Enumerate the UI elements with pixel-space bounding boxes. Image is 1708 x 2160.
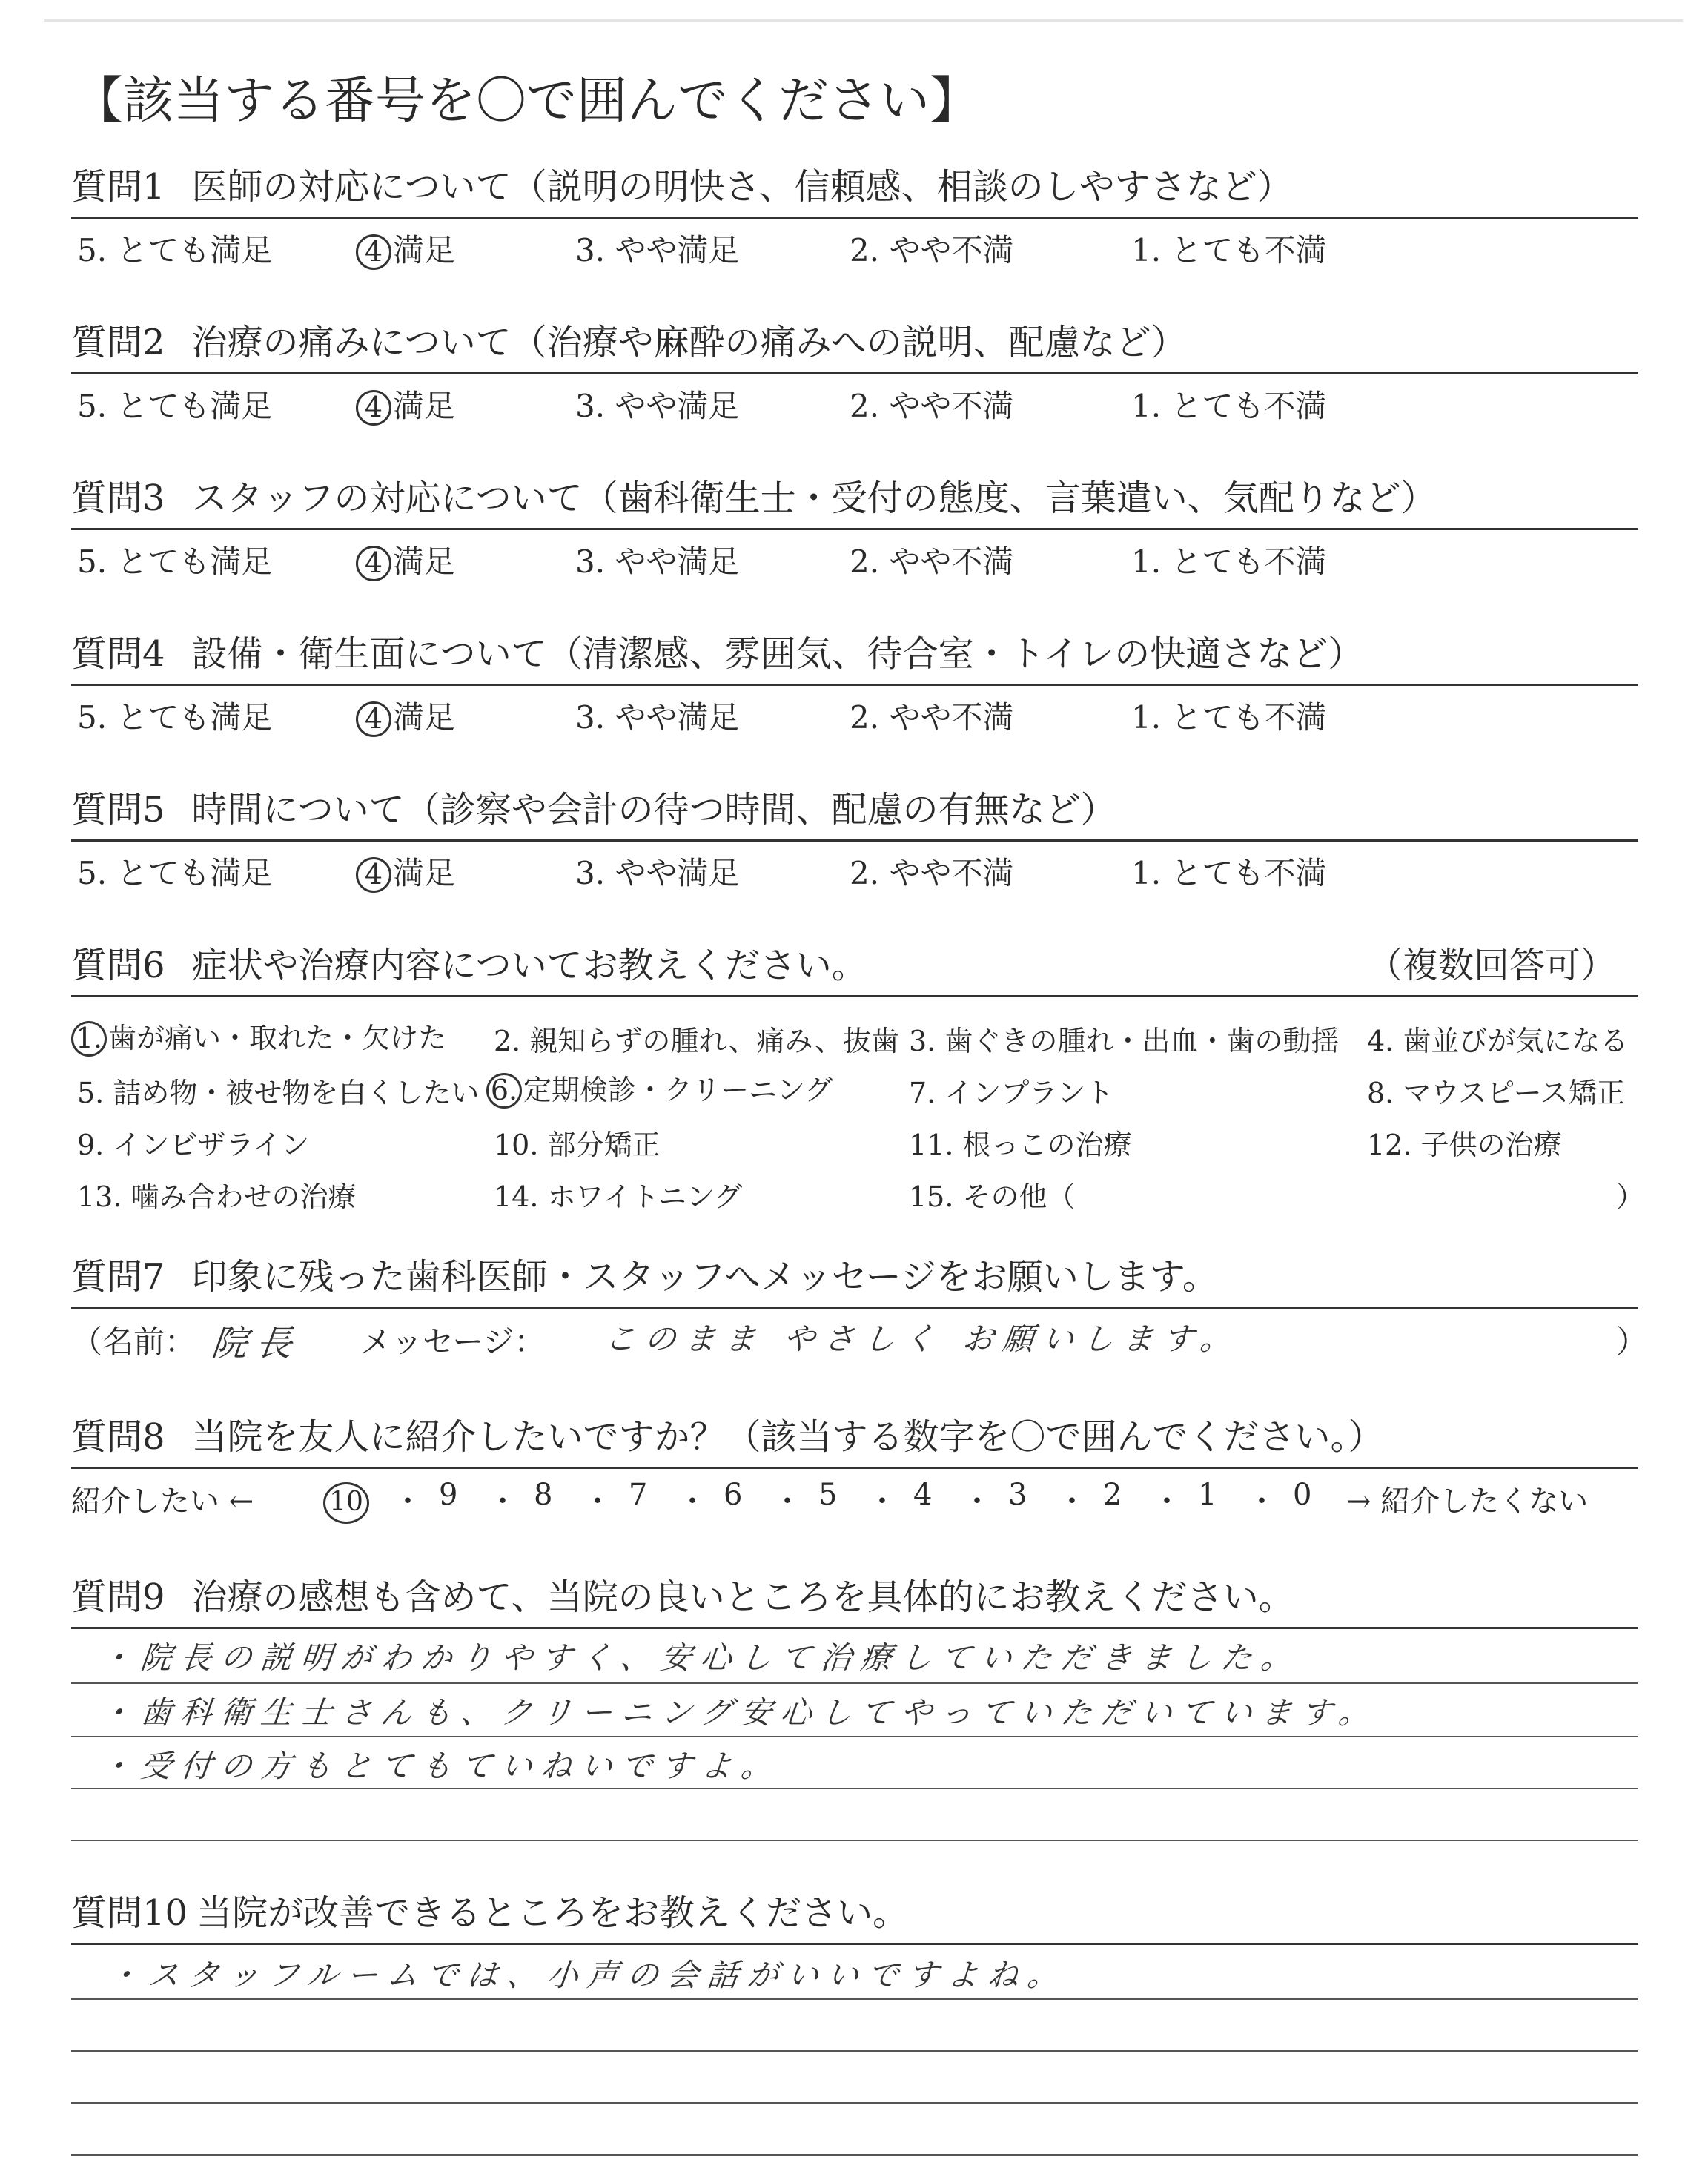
circled-number: 4	[356, 546, 391, 581]
question-number: 質問1	[71, 166, 165, 208]
question-7	[71, 1252, 1648, 1364]
symptom-5[interactable]: 5. 詰め物・被せ物を白くしたい	[77, 1077, 480, 1109]
scale-dot: ・	[1057, 1484, 1087, 1519]
scale-dot: ・	[393, 1484, 423, 1519]
answer-line-1[interactable]: ・スタッフルームでは、小声の会話がいいですよね。	[106, 1957, 1070, 1993]
ruled-line	[71, 1682, 1638, 1684]
option-4-label: 満足	[393, 388, 456, 424]
question-6	[71, 940, 1645, 1220]
scale-dot: ・	[488, 1484, 517, 1519]
other-close-paren: ）	[1616, 1180, 1645, 1213]
ruled-line	[71, 1788, 1638, 1789]
option-4-label: 満足	[393, 544, 456, 580]
question-text: スタッフの対応について（歯科衛生士・受付の態度、言葉遣い、気配りなど）	[191, 478, 1437, 519]
circled-number: 4	[356, 857, 391, 893]
symptom-label: 歯が痛い・取れた・欠けた	[108, 1022, 447, 1054]
question-text: 医師の対応について（説明の明快さ、信頼感、相談のしやすさなど）	[191, 166, 1293, 208]
question-text: 治療の痛みについて（治療や麻酔の痛みへの説明、配慮など）	[191, 322, 1187, 363]
option-1[interactable]: 1. とても不満	[1131, 855, 1327, 891]
question-3	[71, 473, 1638, 578]
circled-number: 4	[356, 701, 391, 737]
answer-lines	[71, 1945, 1638, 2160]
symptom-label: 定期検診・クリーニング	[523, 1074, 833, 1106]
option-5[interactable]: 5. とても満足	[77, 699, 273, 736]
symptom-11[interactable]: 11. 根っこの治療	[909, 1129, 1132, 1161]
option-4-selected[interactable]	[356, 849, 455, 894]
symptom-14[interactable]: 14. ホワイトニング	[494, 1180, 743, 1213]
rating-options	[71, 842, 1638, 889]
scale-dot: ・	[583, 1484, 612, 1519]
symptom-13[interactable]: 13. 噛み合わせの治療	[77, 1180, 357, 1213]
scale-8[interactable]: 8	[534, 1478, 553, 1512]
question-number: 質問7	[71, 1256, 165, 1298]
message-handwritten[interactable]: このまま やさしく お願いします。	[603, 1321, 1242, 1357]
scale-4[interactable]: 4	[913, 1478, 933, 1512]
question-number: 質問6	[71, 945, 165, 986]
message-close-paren: ）	[1616, 1324, 1648, 1360]
option-3[interactable]: 3. やや満足	[575, 855, 740, 891]
ruled-line	[71, 2154, 1638, 2156]
question-1	[71, 162, 1638, 266]
circled-number: 10	[323, 1482, 369, 1524]
question-text: 当院が改善できるところをお教えください。	[196, 1892, 909, 1934]
option-3[interactable]: 3. やや満足	[575, 544, 740, 580]
option-4-selected[interactable]	[356, 693, 455, 738]
scale-3[interactable]: 3	[1008, 1478, 1027, 1512]
message-line	[71, 1309, 1648, 1364]
option-4-label: 満足	[393, 699, 456, 736]
top-border	[44, 19, 1683, 22]
option-5[interactable]: 5. とても満足	[77, 388, 273, 424]
symptom-1-selected[interactable]	[71, 1015, 446, 1057]
answer-line-2[interactable]: ・歯科衛生士さんも、クリーニング安心してやっていただいています。	[99, 1694, 1381, 1731]
rating-options	[71, 686, 1638, 736]
scale-2[interactable]: 2	[1103, 1478, 1122, 1512]
rating-options	[71, 530, 1638, 578]
question-number: 質問5	[71, 789, 165, 830]
option-2[interactable]: 2. やや不満	[850, 699, 1014, 736]
symptom-9[interactable]: 9. インビザライン	[77, 1129, 310, 1161]
option-1[interactable]: 1. とても不満	[1131, 699, 1327, 736]
option-5[interactable]: 5. とても満足	[77, 855, 273, 891]
question-text: 治療の感想も含めて、当院の良いところを具体的にお教えください。	[191, 1576, 1294, 1618]
name-label: （名前：	[71, 1324, 196, 1360]
question-text: 当院を友人に紹介したいですか？（該当する数字を〇で囲んでください。）	[191, 1416, 1384, 1458]
option-2[interactable]: 2. やや不満	[850, 855, 1014, 891]
ruled-line	[71, 1998, 1638, 2000]
scale-0[interactable]: 0	[1293, 1478, 1312, 1512]
rating-options	[71, 219, 1638, 266]
recommend-scale	[71, 1469, 1638, 1521]
scale-9[interactable]: 9	[439, 1478, 458, 1512]
option-4-label: 満足	[393, 232, 456, 268]
answer-line-1[interactable]: ・院長の説明がわかりやすく、安心して治療していただきました。	[99, 1639, 1303, 1676]
scale-dot: ・	[867, 1484, 897, 1519]
ruled-line	[71, 1840, 1638, 1841]
ruled-line	[71, 2102, 1638, 2104]
question-number: 質問2	[71, 322, 165, 363]
option-5[interactable]: 5. とても満足	[77, 544, 273, 580]
scale-left-label: 紹介したい ←	[71, 1484, 254, 1519]
symptom-4[interactable]: 4. 歯並びが気になる	[1367, 1025, 1629, 1057]
answer-lines	[71, 1629, 1638, 1852]
option-1[interactable]: 1. とても不満	[1131, 232, 1327, 268]
symptom-2[interactable]: 2. 親知らずの腫れ、痛み、抜歯	[494, 1025, 899, 1057]
question-number: 質問8	[71, 1416, 165, 1458]
question-text: 症状や治療内容についてお教えください。	[191, 945, 867, 986]
option-3[interactable]: 3. やや満足	[575, 388, 740, 424]
option-4-selected[interactable]	[356, 226, 455, 271]
option-1[interactable]: 1. とても不満	[1131, 388, 1327, 424]
option-2[interactable]: 2. やや不満	[850, 232, 1014, 268]
multiple-answers-note: （複数回答可）	[1366, 945, 1616, 986]
symptom-8[interactable]: 8. マウスピース矯正	[1367, 1077, 1625, 1109]
question-text: 印象に残った歯科医師・スタッフへメッセージをお願いします。	[191, 1256, 1218, 1298]
scale-dot: ・	[1152, 1484, 1182, 1519]
question-8	[71, 1412, 1638, 1521]
option-5[interactable]: 5. とても満足	[77, 232, 273, 268]
symptom-6-selected[interactable]	[486, 1067, 833, 1109]
ruled-line	[71, 1736, 1638, 1737]
question-5	[71, 785, 1638, 889]
circled-number: 4	[356, 390, 391, 426]
message-label: メッセージ：	[360, 1324, 546, 1360]
symptom-3[interactable]: 3. 歯ぐきの腫れ・出血・歯の動揺	[909, 1025, 1340, 1057]
scale-dot: ・	[772, 1484, 802, 1519]
option-4-selected[interactable]	[356, 538, 455, 582]
ruled-line	[71, 2050, 1638, 2052]
circled-number: 6.	[486, 1073, 522, 1109]
option-2[interactable]: 2. やや不満	[850, 388, 1014, 424]
scale-6[interactable]: 6	[724, 1478, 743, 1512]
question-number: 質問4	[71, 633, 165, 675]
scale-7[interactable]: 7	[629, 1478, 648, 1512]
symptom-12[interactable]: 12. 子供の治療	[1367, 1129, 1562, 1161]
scale-dot: ・	[962, 1484, 992, 1519]
question-number: 質問3	[71, 478, 165, 519]
scale-dot: ・	[678, 1484, 707, 1519]
name-handwritten[interactable]: 院長	[209, 1323, 303, 1364]
option-3[interactable]: 3. やや満足	[575, 232, 740, 268]
symptom-grid	[71, 997, 1645, 1220]
question-text: 設備・衛生面について（清潔感、雰囲気、待合室・トイレの快適さなど）	[191, 633, 1364, 675]
option-1[interactable]: 1. とても不満	[1131, 544, 1327, 580]
question-number: 質問9	[71, 1576, 165, 1618]
symptom-10[interactable]: 10. 部分矯正	[494, 1129, 661, 1161]
scale-1[interactable]: 1	[1198, 1478, 1217, 1512]
circled-number: 1.	[71, 1021, 107, 1057]
question-text: 時間について（診察や会計の待つ時間、配慮の有無など）	[191, 789, 1116, 830]
question-2	[71, 317, 1638, 422]
question-9	[71, 1572, 1638, 1852]
option-4-selected[interactable]	[356, 382, 455, 426]
scale-dot: ・	[1247, 1484, 1277, 1519]
symptom-15-other[interactable]: 15. その他（	[909, 1180, 1076, 1213]
question-4	[71, 629, 1638, 736]
scale-5[interactable]: 5	[818, 1478, 838, 1512]
option-4-label: 満足	[393, 855, 456, 891]
rating-options	[71, 374, 1638, 422]
scale-right-label: → 紹介したくない	[1346, 1484, 1589, 1519]
symptom-7[interactable]: 7. インプラント	[909, 1077, 1114, 1109]
page-heading: 【該当する番号を〇で囲んでください】	[73, 72, 981, 131]
circled-number: 4	[356, 234, 391, 270]
question-number: 質問10	[71, 1892, 188, 1934]
option-2[interactable]: 2. やや不満	[850, 544, 1014, 580]
answer-line-3[interactable]: ・受付の方もとてもていねいですよ。	[99, 1748, 784, 1784]
question-10	[71, 1888, 1638, 2160]
option-3[interactable]: 3. やや満足	[575, 699, 740, 736]
